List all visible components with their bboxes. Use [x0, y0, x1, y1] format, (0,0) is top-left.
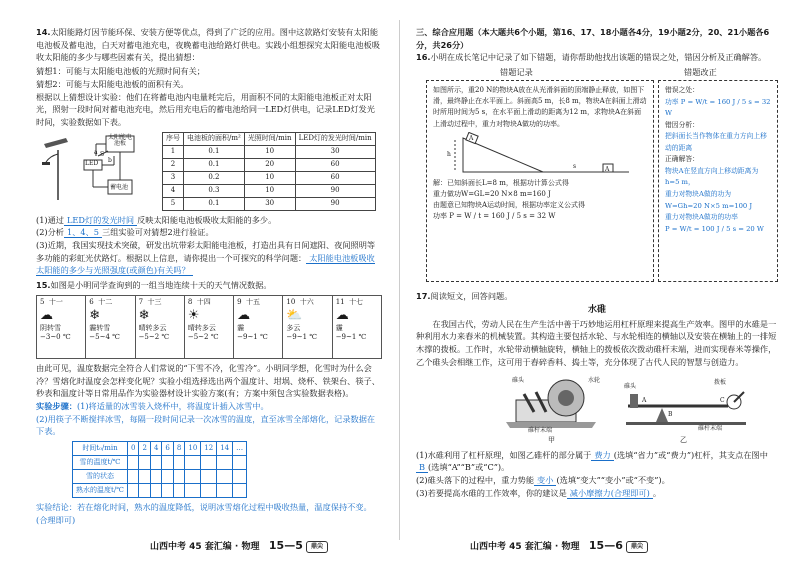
table-row: [163, 171, 376, 184]
steps-label: 实验步骤：: [36, 400, 77, 411]
wrong-record-heading: 错题记录: [500, 67, 533, 78]
day-label: 十七: [349, 297, 364, 306]
table-header: LED灯的发光时间/min: [295, 132, 375, 145]
text: (选填“A”“B”或“C”)。: [428, 462, 510, 473]
table-cell: 30: [244, 197, 295, 210]
label-b: b: [108, 156, 112, 164]
step-1: (1)将适量的冰雪装入烧杯中，将温度计插入冰雪中。: [76, 400, 269, 411]
weather-temp: −3~0 ℃: [40, 333, 71, 342]
snow-icon: ❄: [89, 307, 101, 323]
cloud-icon: ☁: [40, 307, 53, 323]
table-cell: 60: [295, 158, 375, 171]
table-cell: 时间t₀/min: [73, 442, 128, 456]
fix-line: 把斜面长当作物体在重力方向上移动的距离: [665, 132, 767, 152]
table-row: [73, 484, 247, 498]
solar-lamp-diagram: [36, 132, 154, 202]
cloud-icon: ☁: [237, 307, 251, 323]
sub-question-2: [416, 474, 778, 487]
table-cell: 10: [244, 171, 295, 184]
article-paragraph: 在我国古代，劳动人民在生产生活中善于巧妙地运用杠杆原理来提高生产效率。图甲的水碓是一种利用水力来舂米的机械装置。其构造主要包括水轮、与水轮相连的横轴以及安装在横轴上的一排短木撑的拨板。工作时，水轮带动横轴旋转，横轴上的拨板依次拨动碓杆末端，进而实现春米等操作，乙个碓头会相继工作，这可用于舂碎香料、捣土等，充分体现了古代人民的智慧与创造力。: [416, 318, 777, 367]
answer: 1、4、5: [64, 227, 102, 238]
table-row: [163, 145, 376, 158]
weather-temp: −9~1 ℃: [335, 333, 367, 342]
page-number: 15—6: [588, 539, 623, 553]
table-cell: 14: [217, 442, 233, 456]
answer: 太阳能电池板吸收太阳能的多少与光照强度(或颜色)有关吗？: [36, 252, 375, 276]
table-row: [73, 442, 247, 456]
block-a2-label: A: [605, 165, 610, 173]
fig2-head-label: 碓头: [624, 382, 637, 390]
solve-line: 功率 P = W / t = 160 J / 5 s = 32 W: [433, 212, 556, 221]
day-date: 7: [138, 297, 144, 306]
weather-day: [37, 296, 86, 358]
cloud-icon: ☁: [335, 307, 349, 323]
answer: B: [416, 462, 428, 473]
section-title: 三、综合应用题（本大题共6个小题，第16、17、18小题各4分，19小题2分，20、21小题各6分，共26分）: [416, 27, 770, 50]
table-cell: 12: [201, 442, 217, 456]
table-cell: 10: [244, 184, 295, 197]
footer-title: 山西中考 45 套汇编 · 物理: [470, 542, 580, 553]
panel-label: 太阳能电池板: [107, 133, 132, 148]
text: 三组实验可对猜想2进行验证。: [102, 227, 214, 238]
weather-day: [333, 296, 381, 358]
day-date: 5: [40, 297, 45, 306]
figure-captions: [416, 435, 778, 449]
text: (1)水碓利用了杠杆原理，如图乙碓杆的部分属于: [416, 449, 592, 460]
problem-text: 如图所示，重20 N的物块A放在从光滑斜面的顶端静止释放，如图下滑，最终静止在水平面上。斜面高5 m，长8 m，物块A在斜面上滑动时所用时间为5 s，在水平面上滑动的距离为12 m，求物块A在斜面上滑动过程中，重力对物块A做功的功率。: [433, 86, 647, 128]
battery-label: 蓄电池: [110, 183, 129, 191]
question-15: [36, 279, 382, 526]
fig2-a-label: A: [642, 396, 647, 404]
fig1-wheel-label: 水轮: [588, 376, 601, 384]
footer-title: 山西中考 45 套汇编 · 物理: [150, 542, 260, 553]
table-cell: 3: [163, 171, 184, 184]
question-number: 16.: [416, 52, 431, 63]
label-s: S: [100, 150, 105, 158]
question-number: 17.: [416, 291, 431, 302]
table-cell: 60: [295, 171, 375, 184]
height-label: h: [447, 150, 451, 158]
weather-temp: −5~2 ℃: [138, 333, 170, 342]
sun-icon: ☀: [187, 307, 200, 323]
article-title: 水碓: [587, 304, 606, 315]
weather-day: [86, 296, 135, 358]
fix-line: 功率 P = W/t = 160 J / 5 s = 32 W: [665, 97, 771, 118]
table-cell: 0.2: [184, 171, 245, 184]
fix-line: 错误之处：: [665, 86, 699, 95]
block-a-label: A: [469, 134, 474, 142]
question-text: 小明在成长笔记中记录了如下错题，请你帮助他找出该题的错误之处，错因分析及正确解答。: [430, 52, 767, 63]
table-cell: 熟水的温度t/℃: [73, 484, 128, 498]
table-row: [73, 470, 247, 484]
day-label: 十一: [48, 297, 63, 306]
weather-day: [283, 296, 332, 358]
snow-icon: ❄: [138, 307, 150, 323]
fig2-c-label: C: [720, 396, 725, 404]
answer: LED灯的发光时间: [64, 215, 137, 226]
fig1-arm-label: 碓杆末端: [528, 426, 553, 434]
label-a: a: [94, 148, 98, 156]
weather-desc: 霾转雪: [89, 323, 111, 332]
table-header: 电池板的面积/m²: [184, 132, 245, 145]
weather-desc: 霾: [237, 323, 245, 332]
question-text: 如图是小明同学查询到的一组当地连续十天的天气情况数据。: [50, 280, 272, 291]
weather-desc: 阴转雪: [40, 323, 61, 332]
page-number: 15—5: [268, 539, 303, 553]
table-cell: …: [233, 442, 247, 456]
solve-line: 重力做功W=GL=20 N×8 m=160 J: [433, 190, 551, 199]
day-date: 6: [89, 297, 94, 306]
text: (1)通过: [36, 214, 64, 225]
sub-question-2: [36, 226, 382, 239]
partly-cloudy-icon: ⛅: [286, 307, 303, 323]
weather-day: [185, 296, 234, 358]
table-cell: 4: [150, 442, 161, 456]
question-text: 阅读短文，回答问题。: [430, 291, 513, 302]
table-header: 光照时间/min: [244, 132, 295, 145]
answer: 变小: [534, 475, 556, 486]
data-table: [162, 132, 376, 211]
guess-1: 猜想1：可能与太阳能电池板的光照时间有关；: [36, 66, 205, 77]
solve-line: 解：已知斜面长L=8 m，根据功计算公式得: [433, 178, 569, 187]
brand-logo: 鼎尖: [626, 541, 648, 553]
sub-question-1: [36, 214, 382, 227]
table-cell: 2: [163, 158, 184, 171]
table-header: 序号: [163, 132, 184, 145]
question-17: [416, 290, 778, 499]
weather-desc: 多云: [286, 323, 301, 332]
table-row: [73, 456, 247, 470]
question-text: 由此可见，温度数据完全符合人们常说的“下雪不冷，化雪冷”。小明同学想，化雪时为什么会冷？雪熔化时温度会怎样变化呢？实验小组选择选出两个温度计、坩埚、烧杯、铁架台、筷子、秒表和温度计等日常用品作为实验器材设计实验方案(有；方案中须包含实验数据表格)。: [36, 362, 380, 399]
day-label: 十三: [147, 297, 162, 306]
fix-line: 正确解答：: [665, 155, 699, 164]
table-cell: 0.1: [184, 158, 245, 171]
table-cell: 90: [295, 197, 375, 210]
weather-desc: 晴转多云: [187, 323, 216, 332]
text: (2)分析: [36, 227, 64, 238]
answer: 减小摩擦力(合理即可): [567, 488, 653, 499]
answer: 费力: [591, 450, 613, 461]
page-footer: [150, 537, 328, 555]
incline-diagram: [433, 132, 647, 176]
weather-desc: 霾: [335, 323, 343, 332]
text: (3)若要提高水碓的工作效率，你的建议是: [416, 487, 567, 498]
weather-temp: −9~1 ℃: [286, 333, 318, 342]
day-label: 十四: [196, 297, 211, 306]
table-cell: 30: [295, 145, 375, 158]
table-row: [163, 197, 376, 210]
table-cell: 雪的状态: [73, 470, 128, 484]
table-cell: 90: [295, 184, 375, 197]
fig2-caption: 乙: [680, 435, 687, 444]
day-date: 9: [237, 297, 242, 306]
question-16-boxes: [416, 66, 778, 284]
solve-line: 由题意已知物块A运动时间，根据功率定义公式得: [433, 201, 586, 210]
weather-temp: −9~1 ℃: [237, 333, 268, 342]
conclusion: 实验结论：若在熔化时间，熟水的温度降低，说明冰雪熔化过程中吸收热量，温度保持不变。(合理即可): [36, 502, 372, 525]
question-number: 15.: [36, 280, 51, 291]
text: (选填“变大”“变小”或“不变”)。: [556, 474, 670, 485]
weather-temp: −5~4 ℃: [89, 333, 120, 342]
sub-question-1: [416, 449, 778, 474]
page-footer: [470, 537, 648, 555]
fig2-arm-label: 碓杆末端: [698, 424, 723, 432]
day-date: 8: [187, 297, 193, 306]
correction-heading: 错题改正: [684, 67, 717, 78]
day-label: 十五: [246, 297, 261, 306]
weather-day: [234, 296, 283, 358]
table-cell: 0.1: [184, 145, 245, 158]
right-page: [400, 0, 800, 569]
question-text: 太阳能路灯因节能环保、安装方便等优点，得到了广泛的应用。图中这款路灯安装有太阳能电池板及蓄电池，白天对蓄电池充电，夜晚蓄电池给路灯供电。实践小组想探究太阳能电池板吸收太阳能的多少与哪些因素有关，提出猜想：: [36, 27, 380, 63]
weather-strip: [36, 295, 382, 359]
wrong-record-box: [426, 80, 654, 282]
fig2-b-label: B: [668, 410, 673, 418]
text: (选填“省力”或“费力”)杠杆，其支点在图中: [613, 449, 768, 460]
fix-line: 重力对物块A做的功为: [665, 190, 732, 199]
correction-box: [658, 80, 778, 282]
weather-desc: 晴转多云: [138, 323, 167, 332]
day-label: 十六: [299, 297, 314, 306]
table-cell: 雪的温度t/℃: [73, 456, 128, 470]
fix-line: 重力对物块A做功的功率: [665, 213, 738, 222]
table-cell: 10: [244, 145, 295, 158]
record-table: [72, 441, 247, 498]
weather-temp: −5~2 ℃: [187, 333, 219, 342]
question-14: [36, 26, 382, 277]
table-cell: 10: [185, 442, 201, 456]
fig1-caption: 甲: [548, 435, 555, 444]
fig2-plate-label: 拨板: [714, 378, 727, 386]
table-cell: 0.3: [184, 184, 245, 197]
table-cell: 1: [163, 145, 184, 158]
experiment-method: 根据以上猜想设计实验：他们在将蓄电池内电量耗完后，用面积不同的太阳能电池板正对太阳光，照射一段时间对蓄电池充电，然后用充电后的蓄电池给同一LED灯供电，记录LED灯发光时间，实验数据如下表。: [36, 91, 375, 127]
table-cell: 8: [173, 442, 184, 456]
question-number: 14.: [36, 27, 51, 37]
distance-label: s: [573, 162, 577, 170]
fix-line: P = W/t = 100 J / 5 s = 20 W: [665, 224, 764, 233]
steps: [36, 400, 382, 413]
table-cell: 0.1: [184, 197, 245, 210]
fix-line: 物块A在竖直方向上移动距离为h=5 m，: [665, 166, 759, 187]
sub-question-3: [36, 239, 382, 277]
guess-2: 猜想2：可能与太阳能电池板的面积有关。: [36, 78, 189, 89]
text: 反映太阳能电池板吸收太阳能的多少。: [137, 214, 277, 225]
fix-line: 错因分析：: [665, 120, 699, 129]
day-date: 10: [286, 297, 296, 306]
day-date: 11: [335, 297, 345, 306]
fig1-head-label: 碓头: [512, 376, 525, 384]
weather-day: [136, 296, 185, 358]
led-label: LED: [85, 159, 99, 167]
table-cell: 0: [128, 442, 139, 456]
table-cell: 5: [163, 197, 184, 210]
day-label: 十二: [98, 297, 113, 306]
table-cell: 4: [163, 184, 184, 197]
sub-question-3: [416, 487, 778, 500]
table-row: [163, 158, 376, 171]
water-mill-figures: [416, 372, 778, 436]
brand-logo: 鼎尖: [306, 541, 328, 553]
table-cell: 6: [162, 442, 173, 456]
step-2: (2)用筷子不断搅拌冰雪，每隔一段时间记录一次冰雪的温度，直至冰雪全部熔化，记录数据在下表。: [36, 413, 376, 437]
fix-line: W=Gh=20 N×5 m=100 J: [665, 201, 753, 210]
table-row: [163, 184, 376, 197]
text: (3)近期，我国实现技术突破，研发出坑带彩太阳能电池板，打造出具有日间遮阳、夜间照明等多功能的彩虹光伏路灯。根据以上信息，请你提出一个可探究的科学问题：: [36, 240, 376, 263]
text: 。: [652, 487, 662, 498]
table-cell: 2: [139, 442, 150, 456]
text: (2)碓头落下的过程中，重力势能: [416, 474, 535, 485]
table-cell: 20: [244, 158, 295, 171]
